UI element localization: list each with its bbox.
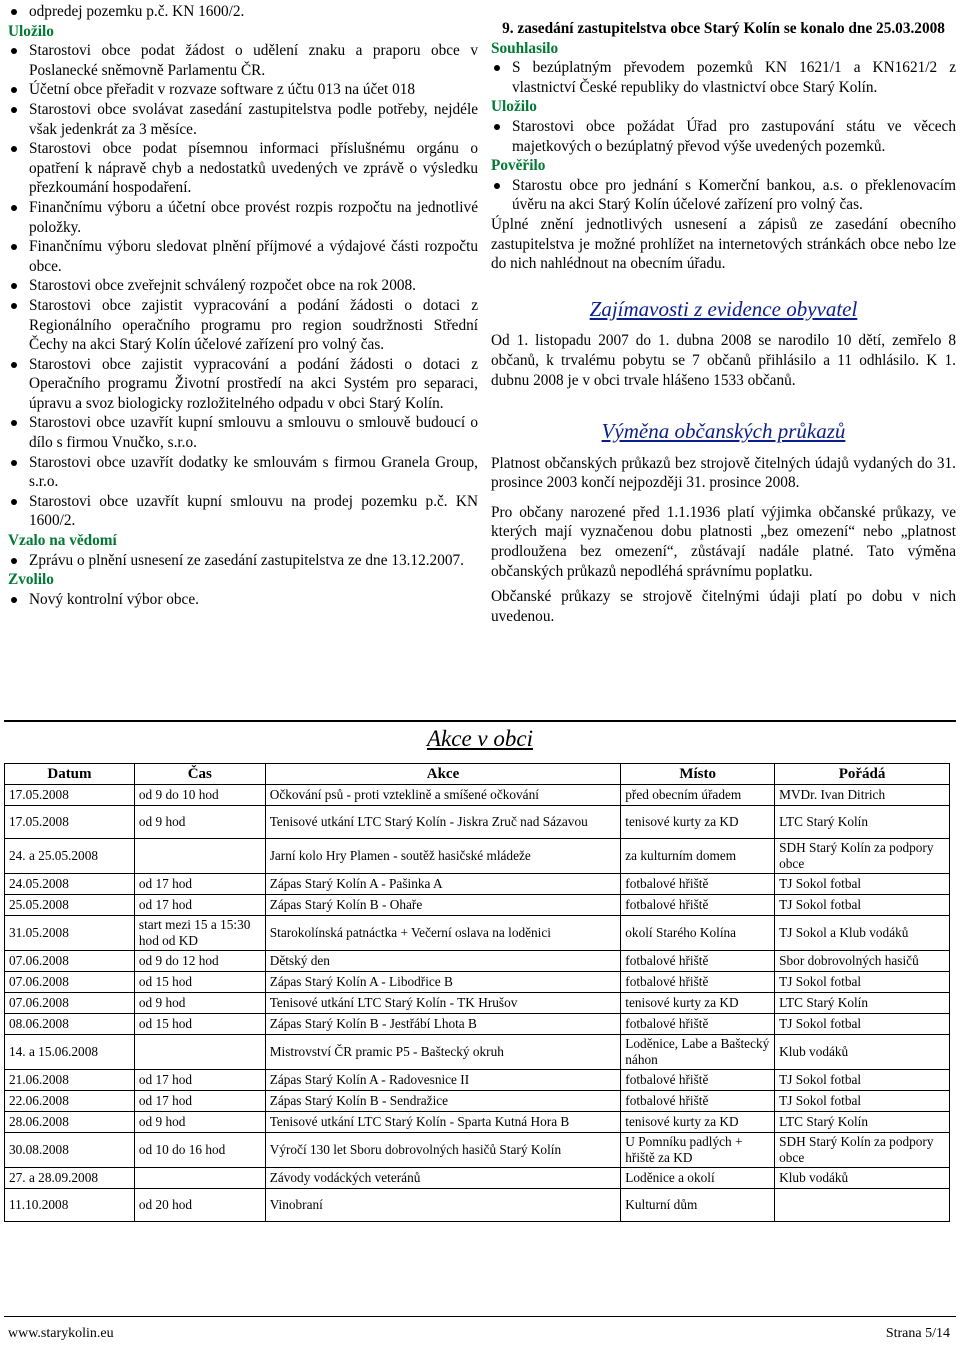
table-cell: Očkování psů - proti vzteklině a smíšené očkování [265,785,621,806]
evidence-title: Zajímavosti z evidence obyvatel [589,296,858,321]
table-cell: Mistrovství ČR pramic P5 - Baštecký okruh [265,1035,621,1070]
table-cell: Sbor dobrovolných hasičů [775,951,950,972]
section-heading: Pověřilo [491,157,546,175]
header-misto: Místo [621,764,775,785]
table-cell: Loděnice a okolí [621,1168,775,1189]
table-cell: MVDr. Ivan Ditrich [775,785,950,806]
list-item: Finančnímu výboru sledovat plnění příjmové a výdajové části rozpočtu obce. [29,238,478,275]
list-item: Starostovi obce zveřejnit schválený rozpočet obce na rok 2008. [29,276,478,296]
events-body [5,785,950,1222]
table-row [5,895,950,916]
list-item: Starostovi obce uzavřít dodatky ke smlouvám s firmou Granela Group, s.r.o. [29,453,478,491]
list-item: Zprávu o plnění usnesení ze zasedání zastupitelstva ze dne 13.12.2007. [29,551,478,571]
events-table [4,763,950,1222]
table-cell: Zápas Starý Kolín B - Ohaře [265,895,621,916]
table-cell: Zápas Starý Kolín B - Jestřábí Lhota B [265,1014,621,1035]
table-cell: TJ Sokol a Klub vodáků [775,916,950,951]
table-cell: od 9 do 12 hod [134,951,265,972]
table-cell: fotbalové hřiště [621,972,775,993]
paragraph: Úplné znění jednotlivých usnesení a zápisů ze zasedání obecního zastupitelstva je možné prohlížet na internetových stránkách obce nebo lze do nich nahlédnout na obecním úřadu. [491,215,956,273]
table-row [5,1189,950,1222]
list-item: Starostovi obce podat písemnou informaci příslušnému orgánu o opatření k nápravě chyb a nedostatků uvedených ve zprávě o výsledku přezkoumání hospodaření. [29,140,478,197]
table-cell: 27. a 28.09.2008 [5,1168,135,1189]
table-cell: Kulturní dům [621,1189,775,1222]
list-item: odpredej pozemku p.č. KN 1600/2. [29,2,478,22]
header-porada: Pořádá [775,764,950,785]
table-cell: Klub vodáků [775,1168,950,1189]
right-blocks [491,39,956,274]
table-cell: fotbalové hřiště [621,1070,775,1091]
prukazy-title: Výměna občanských průkazů [601,419,846,444]
table-cell: SDH Starý Kolín za podpory obce [775,1133,950,1168]
evidence-text: Od 1. listopadu 2007 do 1. dubna 2008 se narodilo 10 dětí, zemřelo 8 občanů, k trvalému pobytu se 7 občanů přihlásilo a 11 odhlásilo. K 1. dubnu 2008 je v obci trvale hlášeno 1533 občanů. [491,332,956,389]
table-cell: 24. a 25.05.2008 [5,839,135,874]
table-cell: TJ Sokol fotbal [775,1070,950,1091]
table-cell: Tenisové utkání LTC Starý Kolín - Sparta Kutná Hora B [265,1112,621,1133]
table-cell: TJ Sokol fotbal [775,1091,950,1112]
table-cell: Klub vodáků [775,1035,950,1070]
table-cell: fotbalové hřiště [621,874,775,895]
section-heading: Uložilo [8,22,54,40]
list-item: Starostovi obce uzavřít kupní smlouvu a smlouvu o smlouvě budoucí o dílo s firmou Vnučko, s.r.o. [29,414,478,452]
table-cell: fotbalové hřiště [621,1091,775,1112]
table-cell [134,839,265,874]
table-cell: od 9 hod [134,993,265,1014]
list-item: Starostovi obce požádat Úřad pro zastupování státu ve věcech majetkových o bezúplatný převod výše uvedených pozemků. [512,117,956,155]
section-divider [4,720,956,722]
table-cell: fotbalové hřiště [621,1014,775,1035]
table-cell: za kulturním domem [621,839,775,874]
table-cell: od 17 hod [134,895,265,916]
prukazy-para-2: Pro občany narozené před 1.1.1936 platí výjimka občanské průkazy, ve kterých mají vyznačenou dobu platnosti „bez omezení“ nebo „platnost prodloužena bez omezení“, zůstávají nadále platné. Tato výměna občanských průkazů nepodléhá správnímu poplatku. [491,503,956,580]
table-cell: okolí Starého Kolína [621,916,775,951]
section-heading: Souhlasilo [491,39,559,57]
table-cell: Zápas Starý Kolín A - Libodřice B [265,972,621,993]
left-column [8,2,478,609]
table-cell: 22.06.2008 [5,1091,135,1112]
table-cell: 07.06.2008 [5,993,135,1014]
table-cell: tenisové kurty za KD [621,993,775,1014]
header-cas: Čas [134,764,265,785]
table-cell: Tenisové utkání LTC Starý Kolín - Jiskra Zruč nad Sázavou [265,806,621,839]
prukazy-para-3: Občanské průkazy se strojově čitelnými údaji platí po dobu v nich uvedenou. [491,588,956,625]
table-cell: LTC Starý Kolín [775,1112,950,1133]
list-item: Starostu obce pro jednání s Komerční bankou, a.s. o překlenovacím úvěru na akci Starý Kolín účelové zařízení pro volný čas. [512,176,956,214]
table-cell: fotbalové hřiště [621,895,775,916]
table-row [5,785,950,806]
list-item: Starostovi obce zajistit vypracování a podání žádosti o dotaci z Regionálního operačního programu pro region soudržnosti Střední Čechy na akci Starý Kolín účelové zařízení pro volný čas. [29,296,478,354]
table-cell: LTC Starý Kolín [775,806,950,839]
table-cell: 08.06.2008 [5,1014,135,1035]
table-cell: před obecním úřadem [621,785,775,806]
section-heading: Vzalo na vědomí [8,532,117,550]
table-row [5,1168,950,1189]
table-row [5,874,950,895]
table-cell: 30.08.2008 [5,1133,135,1168]
section-heading: Zvolilo [8,571,54,589]
bullet-list [8,41,478,531]
table-row [5,1112,950,1133]
footer-url[interactable]: www.starykolin.eu [8,1326,114,1341]
table-cell: Vinobraní [265,1189,621,1222]
table-cell: 28.06.2008 [5,1112,135,1133]
table-cell: Loděnice, Labe a Baštecký náhon [621,1035,775,1070]
table-cell: TJ Sokol fotbal [775,895,950,916]
table-cell: od 17 hod [134,874,265,895]
table-cell: 17.05.2008 [5,806,135,839]
table-cell: TJ Sokol fotbal [775,874,950,895]
table-cell: Jarní kolo Hry Plamen - soutěž hasičské mládeže [265,839,621,874]
table-cell: od 9 hod [134,806,265,839]
table-cell: od 17 hod [134,1091,265,1112]
right-column [491,19,956,626]
table-row [5,993,950,1014]
list-item: Starostovi obce podat žádost o udělení znaku a praporu obce v Poslanecké sněmovně Parlamentu ČR. [29,42,478,79]
bullet-list [491,117,956,156]
list-item: S bezúplatným převodem pozemků KN 1621/1 a KN1621/2 z vlastnictví České republiky do vlastnictví obce Starý Kolín. [512,59,956,96]
table-cell: od 15 hod [134,972,265,993]
list-item: Starostovi obce svolávat zasedání zastupitelstva podle potřeby, nejdéle však jedenkrát za 3 měsíce. [29,100,478,138]
list-item: Nový kontrolní výbor obce. [29,590,478,610]
footer-page-number: Strana 5/14 [885,1326,950,1341]
bullet-list [8,590,478,610]
table-row [5,1035,950,1070]
header-akce: Akce [265,764,621,785]
table-cell: Starokolínská patnáctka + Večerní oslava na loděnici [265,916,621,951]
footer-divider [4,1316,956,1317]
table-cell: Zápas Starý Kolín B - Sendražice [265,1091,621,1112]
table-row [5,1014,950,1035]
table-cell: od 20 hod [134,1189,265,1222]
table-cell: Tenisové utkání LTC Starý Kolín - TK Hrušov [265,993,621,1014]
table-cell: TJ Sokol fotbal [775,1014,950,1035]
table-cell: 17.05.2008 [5,785,135,806]
table-cell [134,1035,265,1070]
table-row [5,972,950,993]
table-cell [134,1168,265,1189]
list-item: Starostovi obce uzavřít kupní smlouvu na prodej pozemku p.č. KN 1600/2. [29,492,478,530]
table-cell: U Pomníku padlých + hřiště za KD [621,1133,775,1168]
header-datum: Datum [5,764,135,785]
table-cell [775,1189,950,1222]
table-cell: 24.05.2008 [5,874,135,895]
table-cell: tenisové kurty za KD [621,806,775,839]
table-cell: od 9 do 10 hod [134,785,265,806]
table-row [5,839,950,874]
table-cell: od 17 hod [134,1070,265,1091]
table-cell: LTC Starý Kolín [775,993,950,1014]
table-row [5,806,950,839]
table-cell: tenisové kurty za KD [621,1112,775,1133]
table-row [5,951,950,972]
events-header-row [5,764,950,785]
table-cell: Dětský den [265,951,621,972]
table-cell: Zápas Starý Kolín A - Radovesnice II [265,1070,621,1091]
table-cell: Výročí 130 let Sboru dobrovolných hasičů Starý Kolín [265,1133,621,1168]
table-cell: 21.06.2008 [5,1070,135,1091]
table-row [5,1133,950,1168]
events-title: Akce v obci [427,726,533,751]
table-row [5,1091,950,1112]
table-cell: 25.05.2008 [5,895,135,916]
prukazy-para-1: Platnost občanských průkazů bez strojově čitelných údajů vydaných do 31. prosince 2003 končí nejpozději 31. prosince 2008. [491,454,956,492]
table-cell: 07.06.2008 [5,951,135,972]
table-cell: TJ Sokol fotbal [775,972,950,993]
table-cell: Závody vodáckých veteránů [265,1168,621,1189]
table-cell: SDH Starý Kolín za podpory obce [775,839,950,874]
bullet-list [491,58,956,97]
meeting-title: 9. zasedání zastupitelstva obce Starý Kolín se konalo dne 25.03.2008 [502,20,945,37]
list-item: Starostovi obce zajistit vypracování a podání žádosti o dotaci z Operačního programu Životní prostředí na akci Systém pro separaci, úpravu a svoz biologicky rozložitelného odpadu v obci Starý Kolín. [29,355,478,412]
table-row [5,1070,950,1091]
table-cell: 11.10.2008 [5,1189,135,1222]
bullet-list [491,176,956,215]
list-item: Účetní obce přeřadit v rozvaze software z účtu 013 na účet 018 [29,80,478,100]
table-row [5,916,950,951]
list-item: Finančnímu výboru a účetní obce provést rozpis rozpočtu na jednotlivé položky. [29,198,478,236]
table-cell: 31.05.2008 [5,916,135,951]
table-cell: start mezi 15 a 15:30 hod od KD [134,916,265,951]
bullet-list [8,2,478,22]
table-cell: od 15 hod [134,1014,265,1035]
table-cell: fotbalové hřiště [621,951,775,972]
table-cell: od 10 do 16 hod [134,1133,265,1168]
table-cell: Zápas Starý Kolín A - Pašinka A [265,874,621,895]
table-cell: od 9 hod [134,1112,265,1133]
section-heading: Uložilo [491,98,537,116]
table-cell: 07.06.2008 [5,972,135,993]
table-cell: 14. a 15.06.2008 [5,1035,135,1070]
bullet-list [8,551,478,571]
